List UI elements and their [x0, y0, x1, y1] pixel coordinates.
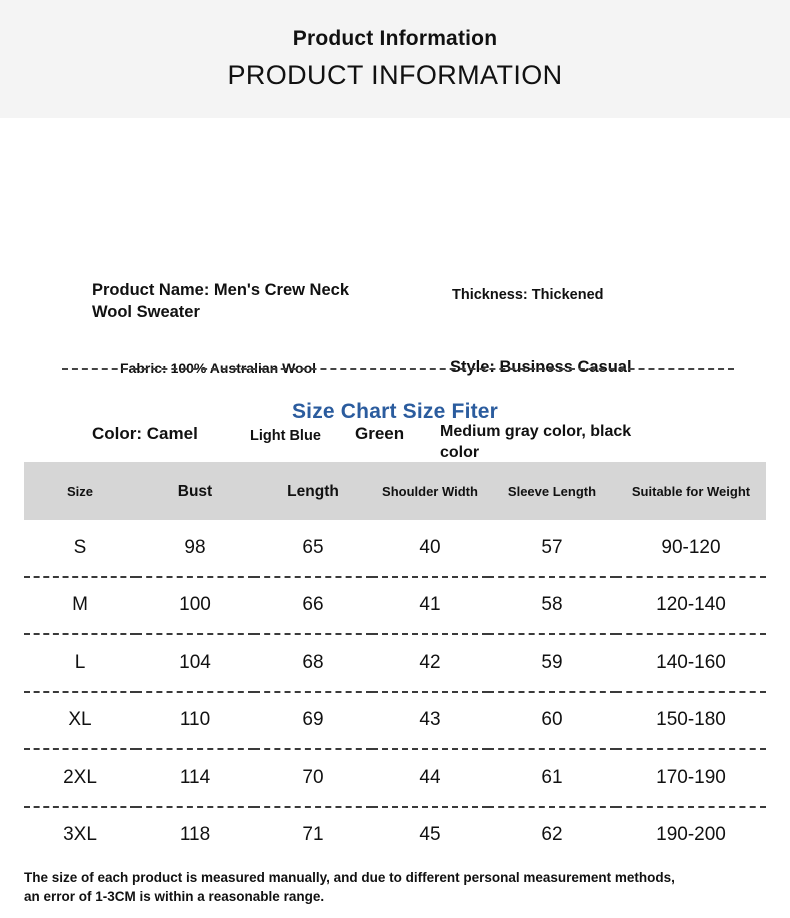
cell-suitable-weight: 170-190 — [616, 749, 766, 807]
cell-length: 68 — [254, 634, 372, 692]
measurement-note-line-2: an error of 1-3CM is within a reasonable range. — [24, 889, 325, 904]
cell-length: 65 — [254, 520, 372, 577]
table-row — [24, 749, 766, 807]
cell-bust: 100 — [136, 577, 254, 635]
column-header-shoulder-width: Shoulder Width — [372, 462, 488, 520]
cell-bust: 118 — [179, 824, 211, 846]
cell-length: 71 — [302, 824, 324, 846]
cell-sleeve-length: 57 — [488, 520, 616, 577]
cell-length: 66 — [254, 577, 372, 635]
cell-sleeve-length: 58 — [488, 577, 616, 635]
page-title-small: Product Information — [292, 27, 498, 50]
size-chart-table-wrapper — [24, 462, 766, 863]
table-body — [24, 520, 766, 863]
cell-length: 70 — [254, 749, 372, 807]
cell-shoulder-width: 40 — [372, 520, 488, 577]
cell-suitable-weight: 90-120 — [616, 520, 766, 577]
cell-size: S — [24, 520, 136, 577]
cell-shoulder-width: 42 — [372, 634, 488, 692]
cell-size: L — [24, 634, 136, 692]
cell-bust: 114 — [136, 749, 254, 807]
product-color-main: Color: Camel — [92, 424, 198, 443]
cell-shoulder-width: 45 — [419, 824, 441, 846]
cell-shoulder-width: 41 — [372, 577, 488, 635]
column-header-bust: Bust — [136, 462, 254, 520]
product-name: Product Name: Men's Crew Neck Wool Sweater — [92, 281, 349, 321]
product-style: Style: Business Casual — [450, 358, 632, 376]
table-row — [24, 520, 766, 577]
section-divider — [62, 368, 734, 370]
page-title-large: PRODUCT INFORMATION — [227, 60, 563, 90]
product-fabric: Fabric: 100% Australian Wool — [120, 360, 317, 376]
table-row — [24, 692, 766, 750]
cell-size: 2XL — [24, 749, 136, 807]
column-header-size: Size — [24, 462, 136, 520]
measurement-note-line-1: The size of each product is measured manually, and due to different personal measurement methods, — [24, 870, 675, 885]
cell-bust: 110 — [136, 692, 254, 750]
column-header-sleeve-length: Sleeve Length — [488, 462, 616, 520]
cell-suitable-weight: 140-160 — [616, 634, 766, 692]
product-color-green: Green — [355, 424, 405, 443]
cell-bust: 98 — [136, 520, 254, 577]
table-row — [24, 577, 766, 635]
cell-size: XL — [24, 692, 136, 750]
size-chart-table — [24, 462, 766, 863]
cell-length: 69 — [254, 692, 372, 750]
column-header-length: Length — [254, 462, 372, 520]
cell-sleeve-length: 59 — [488, 634, 616, 692]
measurement-note — [24, 868, 774, 906]
cell-bust: 104 — [136, 634, 254, 692]
table-header-row — [24, 462, 766, 520]
cell-shoulder-width: 43 — [372, 692, 488, 750]
cell-suitable-weight: 150-180 — [616, 692, 766, 750]
cell-suitable-weight: 120-140 — [616, 577, 766, 635]
cell-shoulder-width: 44 — [372, 749, 488, 807]
cell-sleeve-length: 61 — [488, 749, 616, 807]
cell-size: 3XL — [63, 824, 97, 846]
cell-size: M — [24, 577, 136, 635]
cell-sleeve-length: 62 — [541, 824, 563, 846]
product-color-gray-black: Medium gray color, black color — [440, 423, 632, 461]
page-header — [0, 0, 790, 118]
table-row — [24, 634, 766, 692]
table-row — [24, 807, 766, 864]
table-header — [24, 462, 766, 520]
column-header-suitable-for-weight: Suitable for Weight — [616, 462, 766, 520]
product-color-light-blue: Light Blue — [250, 428, 321, 444]
product-thickness: Thickness: Thickened — [452, 287, 604, 303]
cell-suitable-weight: 190-200 — [656, 824, 726, 846]
cell-sleeve-length: 60 — [488, 692, 616, 750]
size-chart-title: Size Chart Size Fiter — [291, 400, 499, 423]
